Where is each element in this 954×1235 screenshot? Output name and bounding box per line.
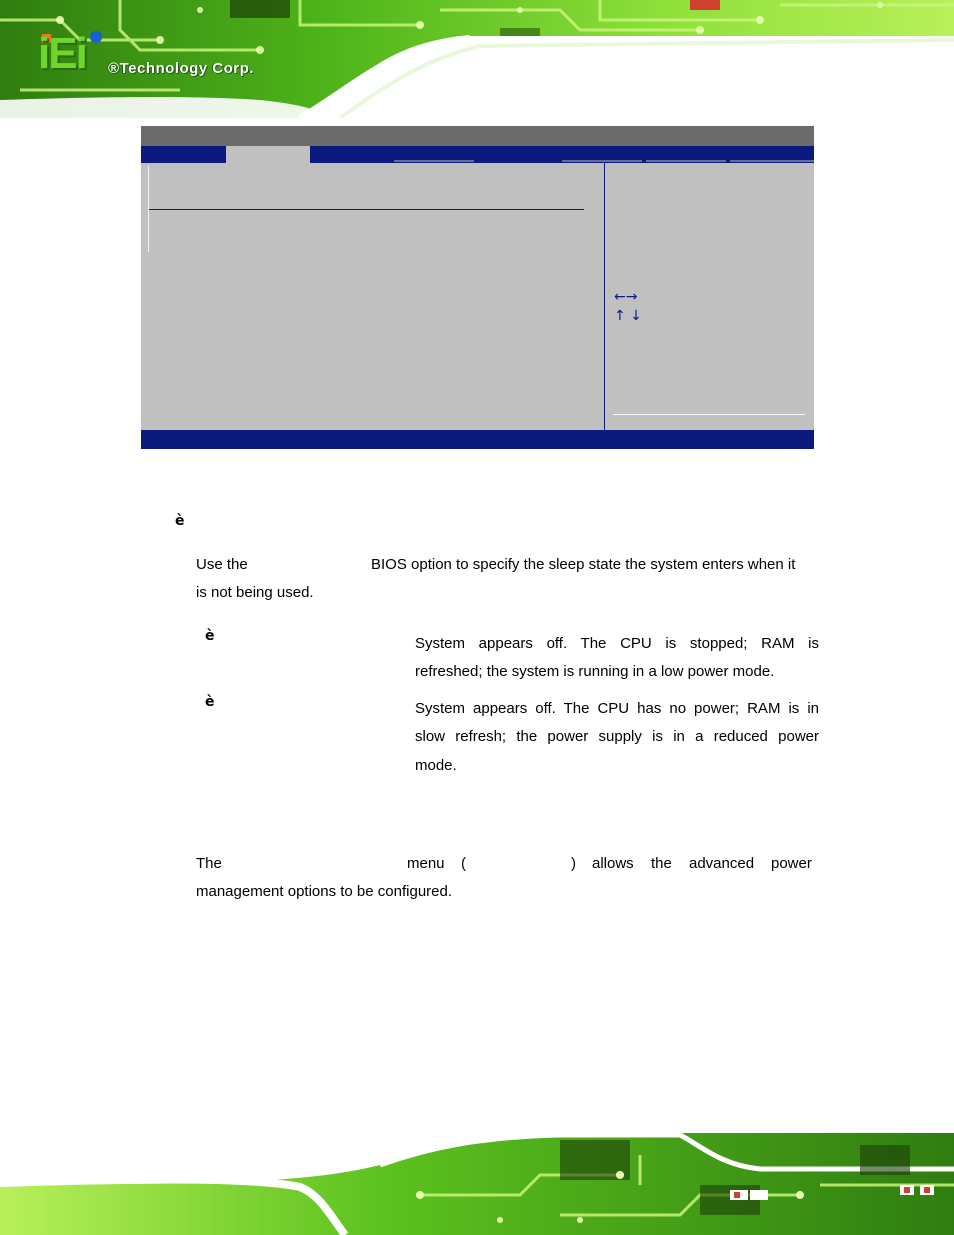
option-description: System appears off. The CPU has no power; RAM is in (415, 700, 819, 717)
intro-text-line2: is not being used. (196, 584, 314, 601)
menu-paragraph-word: ) (571, 855, 576, 872)
tab-underline (730, 160, 814, 162)
circuit-board-graphic (0, 1125, 954, 1235)
intro-text-rest: BIOS option to specify the sleep state the system enters when it (371, 556, 796, 573)
page-header-banner (0, 0, 954, 118)
intro-text-start: Use the (196, 556, 248, 573)
up-down-arrows-icon: ↑ ↓ (614, 308, 642, 324)
menu-paragraph-word: advanced (689, 855, 755, 872)
menu-paragraph-word: The (196, 855, 222, 872)
company-name: ®Technology Corp. (108, 60, 254, 77)
menu-paragraph-word: power (771, 855, 812, 872)
section-separator (149, 209, 584, 210)
option-description: System appears off. The CPU is stopped; RAM is (415, 635, 819, 652)
option-description: refreshed; the system is running in a low power mode. (415, 663, 775, 680)
bios-screenshot (141, 126, 814, 449)
menu-paragraph-word: allows (592, 855, 634, 872)
option-bullet-icon: è (205, 628, 215, 644)
bios-tab-active (226, 146, 310, 163)
company-logo-mark: iEi (38, 29, 86, 78)
menu-paragraph-word: the (651, 855, 672, 872)
bios-nav-keys (614, 288, 642, 326)
bios-menu-tabs (141, 146, 814, 163)
bios-status-bar (141, 430, 814, 449)
menu-paragraph-word: ( (461, 855, 466, 872)
page-footer-banner (0, 1125, 954, 1235)
tab-underline (394, 160, 474, 162)
option-bullet-icon: è (205, 694, 215, 710)
bios-panel-divider (604, 163, 605, 430)
menu-paragraph-line2: management options to be configured. (196, 883, 453, 900)
tab-underline (562, 160, 642, 162)
circuit-board-graphic (0, 0, 954, 118)
bios-settings-panel (148, 166, 603, 429)
menu-paragraph-word: menu (407, 855, 445, 872)
help-separator (613, 414, 805, 415)
tab-underline (646, 160, 726, 162)
section-bullet-icon: è (175, 513, 185, 529)
option-description: mode. (415, 757, 457, 774)
left-right-arrows-icon: ←→ (614, 289, 638, 305)
bios-help-panel (613, 163, 806, 415)
bios-title-bar (141, 126, 814, 146)
option-description: slow refresh; the power supply is in a reduced power (415, 728, 819, 745)
